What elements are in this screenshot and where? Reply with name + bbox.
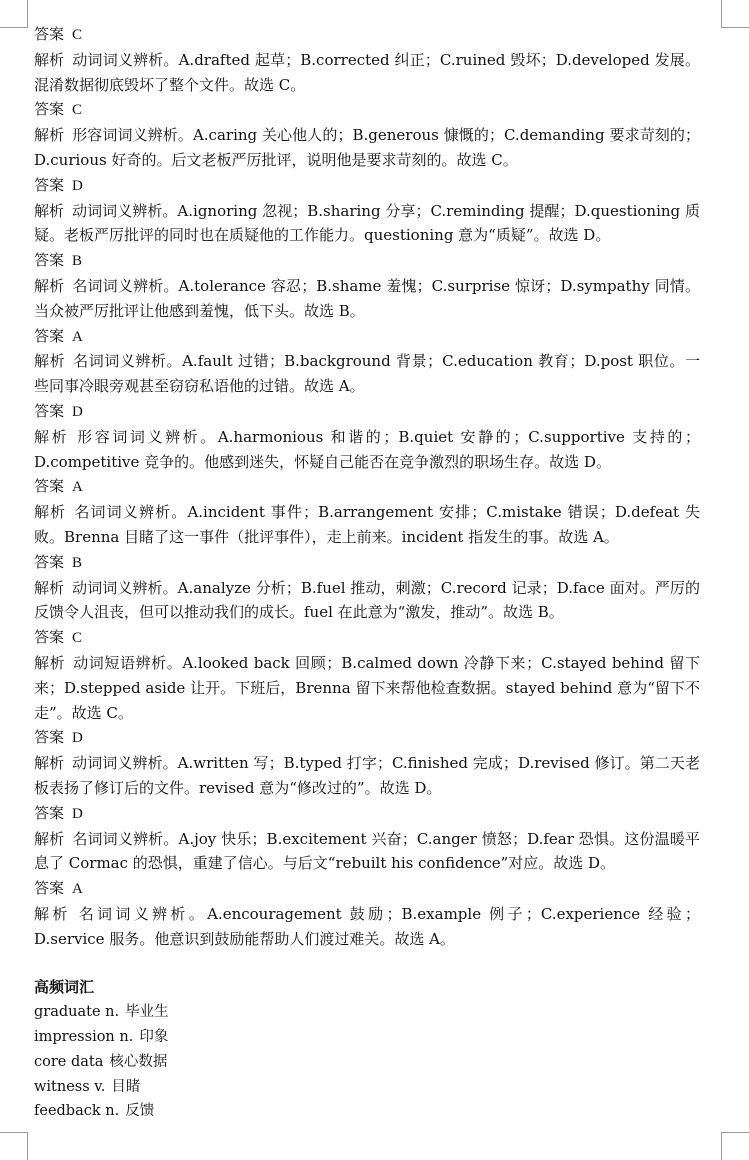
analysis-text: 名词词义辨析。A.incident 事件；B.arrangement 安排；C.mistake 错误；D.defeat 失败。Brenna 目睹了这一事件（批评事件），走上前来。incident 指发生的事。故选 A。 (34, 503, 700, 546)
answer-value: C (72, 630, 83, 647)
answer-label: 答案 (34, 879, 65, 898)
answer-line (34, 625, 700, 651)
vocab-meaning: 反馈 (125, 1103, 155, 1120)
analysis-label: 解析 (34, 352, 66, 371)
analysis-label: 解析 (34, 653, 66, 672)
answer-label: 答案 (34, 251, 65, 270)
page-corner-mark-top-right (721, 0, 749, 28)
answer-value: D (72, 730, 83, 747)
analysis-label: 解析 (34, 754, 65, 773)
answer-line (34, 173, 700, 199)
analysis-text: 形容词词义辨析。A.harmonious 和谐的；B.quiet 安静的；C.supportive 支持的；D.competitive 竞争的。他感到迷失，怀疑自己能否在竞争激烈的职场生存。故选 D。 (34, 427, 700, 471)
analysis-label: 解析 (34, 126, 65, 145)
analysis-label: 解析 (34, 503, 67, 522)
analysis-paragraph (34, 123, 700, 173)
analysis-text: 名词词义辨析。A.joy 快乐；B.excitement 兴奋；C.anger 愤怒；D.fear 恐惧。这份温暖平息了 Cormac 的恐惧，重建了信心。与后文“rebuilt his confidence”对应。故选 D。 (34, 829, 700, 873)
analysis-label: 解析 (34, 904, 71, 923)
vocab-word: feedback n. (34, 1103, 120, 1120)
analysis-text: 名词词义辨析。A.tolerance 容忍；B.shame 羞愧；C.surprise 惊讶；D.sympathy 同情。当众被严厉批评让他感到羞愧，低下头。故选 B。 (34, 276, 700, 320)
analysis-label: 解析 (34, 276, 65, 295)
answer-value: C (72, 27, 83, 43)
vocab-word: witness v. (34, 1078, 106, 1095)
answer-line (34, 876, 700, 902)
vocab-meaning: 目睹 (111, 1078, 141, 1095)
answer-label: 答案 (34, 728, 65, 747)
answer-value: A (72, 328, 83, 345)
analysis-label: 解析 (34, 427, 70, 446)
analysis-text: 动词词义辨析。A.written 写；B.typed 打字；C.finished 完成；D.revised 修订。第二天老板表扬了修订后的文件。revised 意为“修改过的”。故选 D。 (34, 754, 700, 797)
page-corner-mark-bottom-right (721, 1132, 749, 1160)
answer-line (34, 22, 700, 48)
answer-label: 答案 (34, 803, 65, 822)
vocab-section-title: 高频词汇 (34, 978, 95, 997)
vocab-entry (34, 1099, 700, 1124)
answer-value: A (72, 479, 83, 496)
vocab-entry (34, 1075, 700, 1100)
answer-value: B (72, 554, 83, 571)
answer-label: 答案 (34, 401, 65, 420)
answer-label: 答案 (34, 25, 65, 43)
analysis-paragraph (34, 751, 700, 801)
answer-line (34, 399, 700, 425)
vocab-meaning: 毕业生 (125, 1004, 169, 1021)
page-corner-mark-top-left (0, 0, 28, 28)
vocab-entry (34, 1050, 700, 1075)
vocab-entry (34, 1025, 700, 1050)
answer-value: D (72, 805, 83, 822)
answer-line (34, 474, 700, 500)
answer-value: B (72, 253, 83, 270)
page-corner-mark-bottom-left (0, 1132, 28, 1160)
answer-label: 答案 (34, 175, 65, 194)
analysis-text: 名词词义辨析。A.encouragement 鼓励；B.example 例子；C.experience 经验；D.service 服务。他意识到鼓励能帮助人们渡过难关。故选 A。 (34, 904, 700, 948)
analysis-label: 解析 (34, 201, 65, 220)
analysis-text: 动词词义辨析。A.ignoring 忽视；B.sharing 分享；C.reminding 提醒；D.questioning 质疑。老板严厉批评的同时也在质疑他的工作能力。questioning 意为“质疑”。故选 D。 (34, 201, 700, 245)
answer-label: 答案 (34, 100, 65, 119)
analysis-text: 动词短语辨析。A.looked back 回顾；B.calmed down 冷静下来；C.stayed behind 留下来；D.stepped aside 让开。下班后，Brenna 留下来帮他检查数据。stayed behind 意为“留下不走”。故选 C。 (34, 653, 700, 722)
vocab-word: core data (34, 1053, 104, 1070)
answer-line (34, 801, 700, 827)
analysis-paragraph (34, 199, 700, 249)
analysis-paragraph (34, 651, 700, 725)
vocab-entry (34, 1000, 700, 1025)
answer-line (34, 248, 700, 274)
answer-value: A (72, 881, 83, 898)
analysis-label: 解析 (34, 829, 65, 848)
analysis-paragraph (34, 425, 700, 475)
section-spacer (34, 951, 700, 975)
answer-value: D (72, 177, 83, 194)
document-body (34, 22, 700, 1124)
analysis-paragraph (34, 274, 700, 324)
answer-line (34, 725, 700, 751)
analysis-label: 解析 (34, 50, 65, 69)
analysis-text: 动词词义辨析。A.drafted 起草；B.corrected 纠正；C.ruined 毁坏；D.developed 发展。混淆数据彻底毁坏了整个文件。故选 C。 (34, 50, 700, 94)
answer-line (34, 324, 700, 350)
analysis-paragraph (34, 902, 700, 952)
analysis-paragraph (34, 48, 700, 98)
vocab-word: impression n. (34, 1029, 134, 1046)
analysis-text: 形容词词义辨析。A.caring 关心他人的；B.generous 慷慨的；C.demanding 要求苛刻的；D.curious 好奇的。后文老板严厉批评，说明他是要求苛刻的。故选 C。 (34, 126, 700, 169)
analysis-paragraph (34, 576, 700, 626)
answer-line (34, 550, 700, 576)
answer-label: 答案 (34, 628, 65, 647)
vocab-meaning: 印象 (139, 1029, 169, 1046)
answer-value: C (72, 102, 83, 119)
answer-label: 答案 (34, 326, 65, 345)
vocab-meaning: 核心数据 (109, 1053, 168, 1070)
answer-line (34, 97, 700, 123)
analysis-label: 解析 (34, 578, 65, 597)
analysis-paragraph (34, 349, 700, 399)
analysis-paragraph (34, 827, 700, 877)
analysis-text: 动词词义辨析。A.analyze 分析；B.fuel 推动，刺激；C.record 记录；D.face 面对。严厉的反馈令人沮丧，但可以推动我们的成长。fuel 在此意为“激发，推动”。故选 B。 (34, 578, 700, 622)
analysis-paragraph (34, 500, 700, 550)
answer-label: 答案 (34, 477, 65, 496)
answer-value: D (72, 403, 83, 420)
analysis-text: 名词词义辨析。A.fault 过错；B.background 背景；C.education 教育；D.post 职位。一些同事冷眼旁观甚至窃窃私语他的过错。故选 A。 (34, 352, 700, 396)
vocab-word: graduate n. (34, 1004, 120, 1021)
answer-label: 答案 (34, 552, 65, 571)
